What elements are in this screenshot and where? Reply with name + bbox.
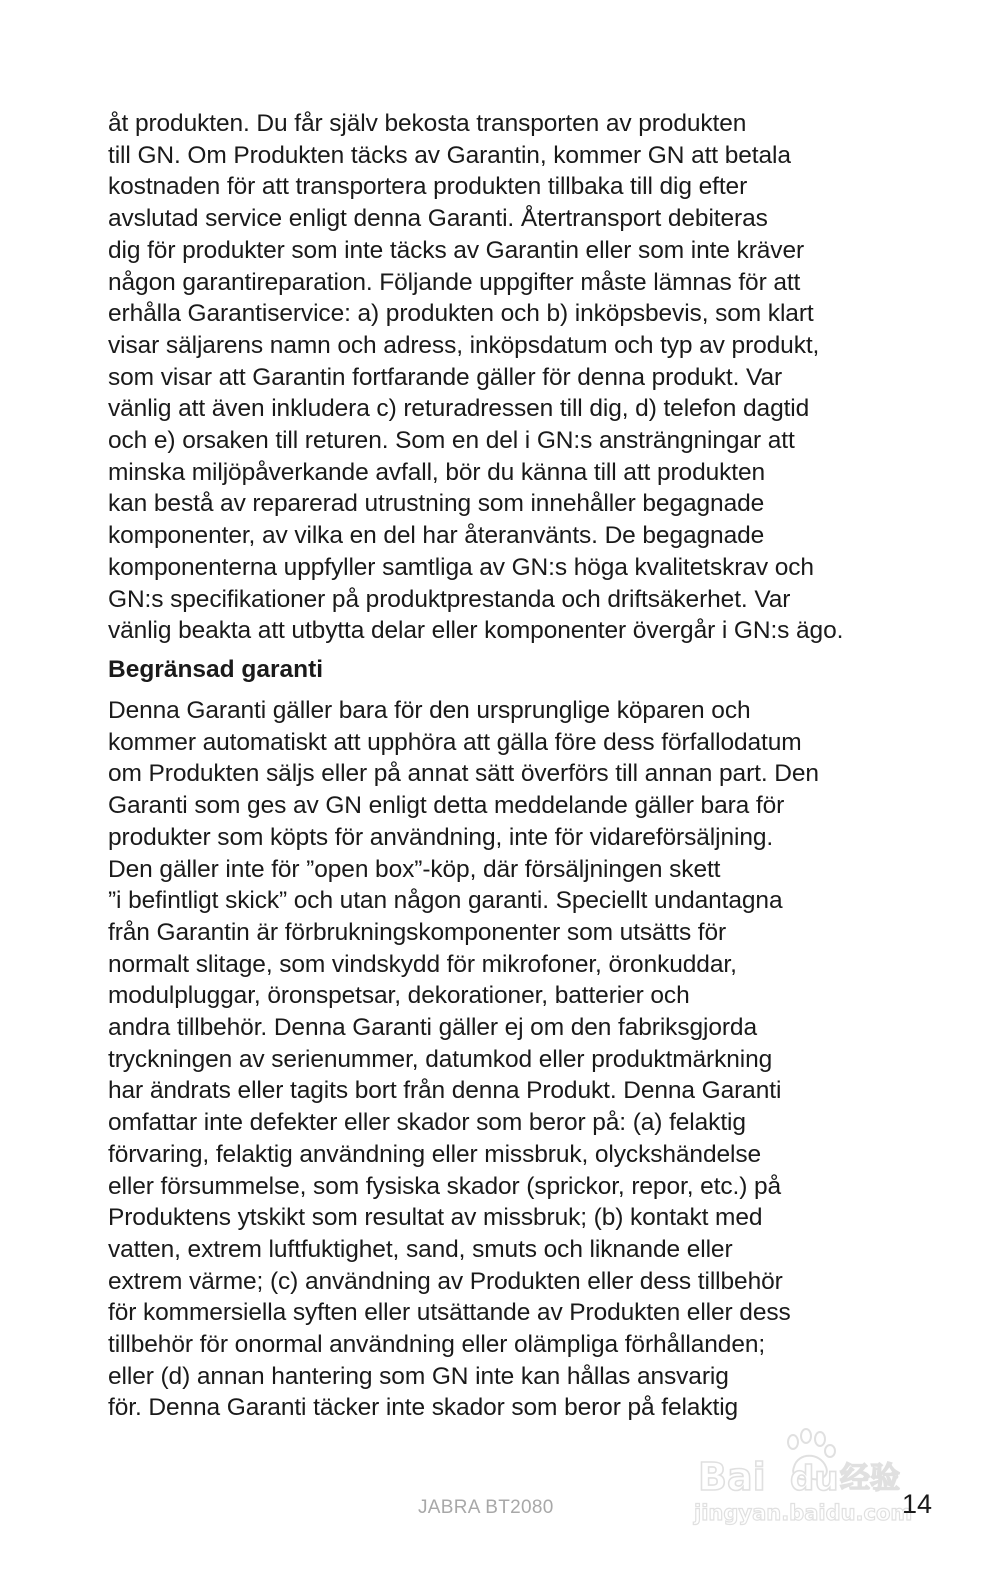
text-line: komponenterna uppfyller samtliga av GN:s höga kvalitetskrav och: [108, 553, 814, 581]
text-line: för. Denna Garanti täcker inte skador som beror på felaktig: [108, 1394, 739, 1422]
text-line: Den gäller inte för ”open box”-köp, där försäljningen skett: [108, 855, 721, 883]
baidu-watermark-logo: [690, 1422, 920, 1532]
section-heading: Begränsad garanti: [108, 656, 324, 683]
svg-text:jingyan.baidu.com: jingyan.baidu.com: [694, 1501, 913, 1525]
text-line: Denna Garanti gäller bara för den ursprunglige köparen och: [108, 697, 751, 724]
text-line: modulpluggar, öronspetsar, dekorationer, batterier och: [108, 982, 690, 1010]
text-line: Garanti som ges av GN enligt detta meddelande gäller bara för: [108, 792, 785, 820]
text-line: kommer automatiskt att upphöra att gälla före dess förfallodatum: [108, 728, 802, 756]
text-line: som visar att Garantin fortfarande gäller för denna produkt. Var: [108, 363, 783, 391]
text-line: till GN. Om Produkten täcks av Garantin, kommer GN att betala: [108, 141, 791, 169]
text-line: minska miljöpåverkande avfall, bör du känna till att produkten: [108, 458, 766, 486]
text-line: åt produkten. Du får själv bekosta transporten av produkten: [108, 110, 747, 137]
text-line: förvaring, felaktig användning eller missbruk, olyckshändelse: [108, 1140, 762, 1168]
text-line: och e) orsaken till returen. Som en del i GN:s ansträngningar att: [108, 427, 795, 455]
text-line: dig för produkter som inte täcks av Garantin eller som inte kräver: [108, 236, 805, 264]
svg-text:Bai: Bai: [698, 1455, 766, 1499]
text-line: andra tillbehör. Denna Garanti gäller ej om den fabriksgjorda: [108, 1014, 757, 1042]
text-line: omfattar inte defekter eller skador som beror på: (a) felaktig: [108, 1109, 746, 1137]
svg-text:经验: 经验: [840, 1461, 900, 1496]
text-line: vänlig att även inkludera c) returadressen till dig, d) telefon dagtid: [108, 395, 810, 423]
text-line: har ändrats eller tagits bort från denna Produkt. Denna Garanti: [108, 1077, 782, 1105]
text-line: om Produkten säljs eller på annat sätt överförs till annan part. Den: [108, 760, 819, 788]
text-line: tillbehör för onormal användning eller olämpliga förhållanden;: [108, 1331, 766, 1359]
text-line: produkter som köpts för användning, inte för vidareförsäljning.: [108, 823, 774, 851]
text-line: komponenter, av vilka en del har återanvänts. De begagnade: [108, 522, 765, 550]
text-line: visar säljarens namn och adress, inköpsdatum och typ av produkt,: [108, 331, 820, 359]
text-line: avslutad service enligt denna Garanti. Återtransport debiteras: [108, 205, 768, 233]
text-line: vänlig beakta att utbytta delar eller komponenter övergår i GN:s ägo.: [108, 617, 844, 645]
text-line: vatten, extrem luftfuktighet, sand, smuts och liknande eller: [108, 1235, 733, 1263]
text-line: för kommersiella syften eller utsättande av Produkten eller dess: [108, 1299, 791, 1327]
text-line: erhålla Garantiservice: a) produkten och b) inköpsbevis, som klart: [108, 300, 814, 328]
page-number: 14: [902, 1489, 933, 1519]
text-line: normalt slitage, som vindskydd för mikrofoner, öronkuddar,: [108, 950, 737, 978]
text-line: kan bestå av reparerad utrustning som innehåller begagnade: [108, 490, 765, 518]
paragraph-service-return: [108, 108, 898, 647]
svg-text:du: du: [790, 1459, 839, 1499]
text-line: från Garantin är förbrukningskomponenter som utsätts för: [108, 918, 727, 946]
paragraph-limited-warranty: [108, 695, 898, 1424]
text-line: Produktens ytskikt som resultat av missbruk; (b) kontakt med: [108, 1204, 763, 1232]
text-line: eller försummelse, som fysiska skador (sprickor, repor, etc.) på: [108, 1172, 782, 1200]
text-line: tryckningen av serienummer, datumkod eller produktmärkning: [108, 1045, 773, 1073]
text-line: extrem värme; (c) användning av Produkten eller dess tillbehör: [108, 1267, 783, 1295]
text-line: eller (d) annan hantering som GN inte kan hållas ansvarig: [108, 1362, 729, 1390]
text-line: ”i befintligt skick” och utan någon garanti. Speciellt undantagna: [108, 887, 783, 915]
text-line: kostnaden för att transportera produkten tillbaka till dig efter: [108, 173, 748, 201]
footer-product-name: JABRA BT2080: [418, 1497, 554, 1518]
text-line: någon garantireparation. Följande uppgifter måste lämnas för att: [108, 268, 801, 296]
text-line: GN:s specifikationer på produktprestanda och driftsäkerhet. Var: [108, 585, 791, 613]
